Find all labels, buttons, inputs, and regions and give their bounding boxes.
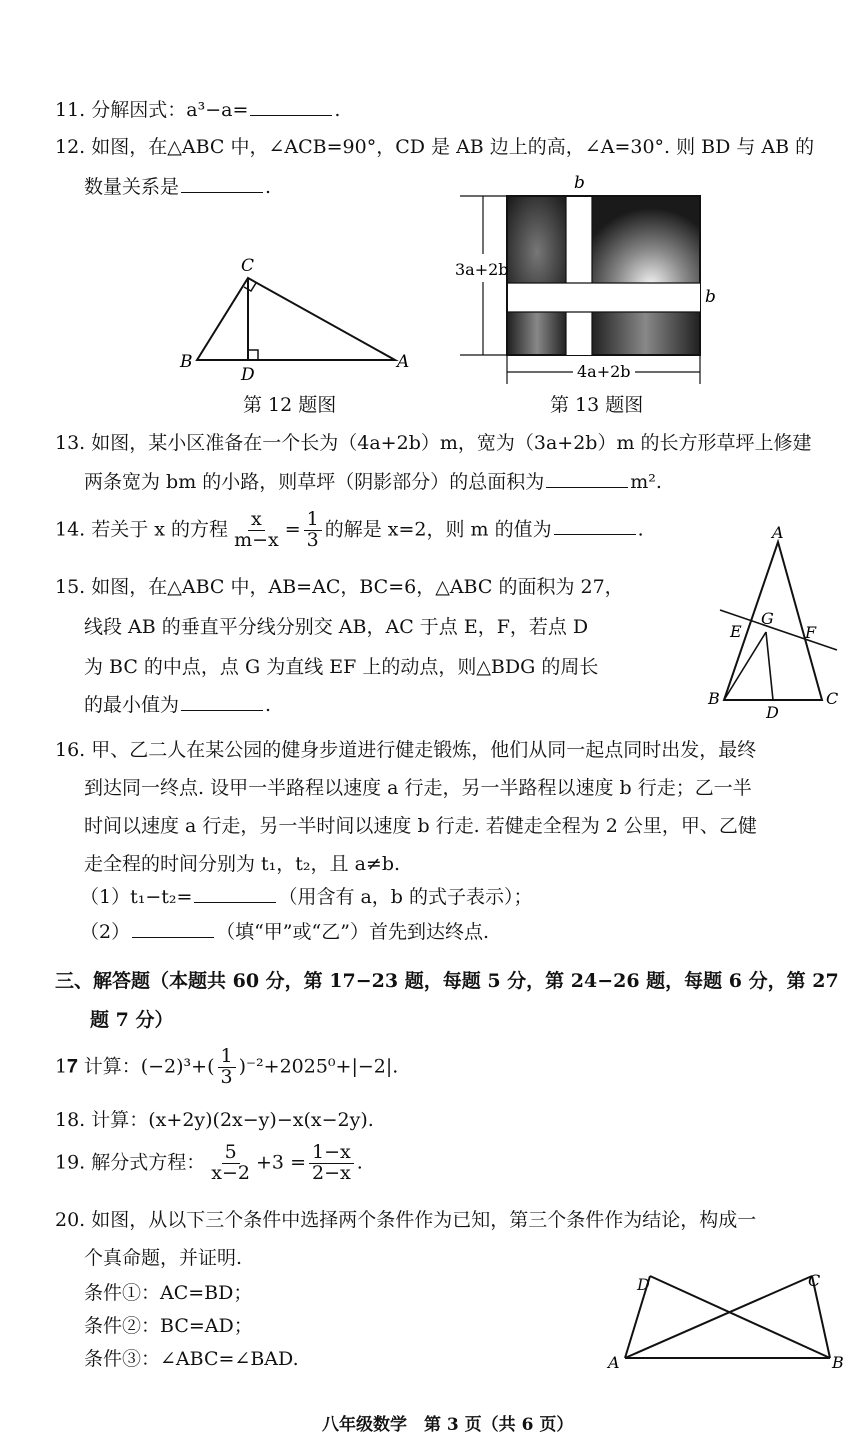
q13-text-2: 两条宽为 bm 的小路，则草坪（阴影部分）的总面积为 [84, 471, 545, 493]
q14-answer-blank[interactable] [554, 516, 636, 535]
q16-sub1 [80, 882, 533, 909]
fig13-label-left: 3a+2b [455, 260, 509, 279]
fig13-label-right-b: b [705, 287, 716, 307]
q20-condition-1: 条件①：AC=BD； [84, 1282, 253, 1304]
q12-text-2: 数量关系是 [84, 176, 180, 198]
q13-unit: m². [630, 471, 662, 493]
fig15-label-A: A [772, 523, 784, 542]
q18-text: 计算：(x+2y)(2x−y)−x(x−2y). [91, 1109, 374, 1131]
q14-frac1-den: m−x [234, 528, 279, 551]
q19-number: 19. [55, 1151, 86, 1174]
fig15-label-B: B [708, 689, 720, 708]
q15-answer-blank[interactable] [181, 692, 263, 711]
fig12-label-B: B [180, 352, 193, 372]
q13-answer-blank[interactable] [546, 469, 628, 488]
q16-sub2 [80, 917, 489, 944]
q11 [55, 95, 340, 122]
q12-line2 [84, 172, 271, 199]
q12-answer-blank[interactable] [181, 174, 263, 193]
fig12-label-A: A [397, 352, 410, 372]
q17-fraction [218, 1047, 236, 1088]
fig20-label-D-text: D [637, 1275, 650, 1294]
q14-fraction-2 [304, 510, 322, 551]
q11-answer-blank[interactable] [250, 97, 332, 116]
q16-sub2-post: （填“甲”或“乙”）首先到达终点. [216, 921, 489, 943]
fig20-label-B: B [832, 1353, 844, 1372]
q16-line3: 时间以速度 a 行走，另一半时间以速度 b 行走. 若健走全程为 2 公里，甲、乙健 [84, 815, 757, 837]
q17 [55, 1047, 398, 1088]
q15-text-1: 如图，在△ABC 中，AB=AC，BC=6，△ABC 的面积为 27， [91, 576, 624, 598]
q19-mid: +3 = [256, 1151, 306, 1174]
q15-line1 [55, 572, 624, 599]
q11-text: 分解因式：a³−a= [91, 99, 249, 121]
q20-condition-3: 条件③：∠ABC=∠BAD. [84, 1348, 299, 1370]
fig15-label-G: G [761, 609, 774, 628]
q20-condition-2: 条件②：BC=AD； [84, 1315, 253, 1337]
q16-number: 16. [55, 739, 86, 761]
q16-line1 [55, 735, 756, 762]
q16-sub1-blank[interactable] [194, 884, 276, 903]
q19-end: . [356, 1151, 363, 1174]
q19-f2-num: 1−x [309, 1143, 354, 1164]
q19-f1-den: x−2 [211, 1161, 251, 1184]
q18-number: 18. [55, 1109, 86, 1131]
q20-text-1: 如图，从以下三个条件中选择两个条件作为已知，第三个条件作为结论，构成一 [91, 1209, 757, 1231]
q11-end: . [334, 99, 341, 121]
q19-f2-den: 2−x [311, 1161, 351, 1184]
q19-text-pre: 解分式方程： [91, 1151, 206, 1174]
q14-frac2-num: 1 [304, 510, 322, 531]
fig13-label-top-b: b [574, 173, 585, 193]
figure-13 [455, 172, 730, 384]
q14-end: . [637, 518, 644, 541]
q17-text-pre: 计算：(−2)³+( [83, 1055, 215, 1078]
q19-fraction-1 [208, 1143, 253, 1184]
q15-line3: 为 BC 的中点，点 G 为直线 EF 上的动点，则△BDG 的周长 [84, 656, 599, 678]
q17-frac-num: 1 [218, 1047, 236, 1068]
q12-text: 如图，在△ABC 中，∠ACB=90°，CD 是 AB 边上的高，∠A=30°. 则 BD 与 AB 的 [91, 136, 815, 158]
q13-number: 13. [55, 432, 86, 454]
q16-sub1-pre: （1）t₁−t₂= [80, 886, 193, 908]
q17-text-post: )⁻²+2025⁰+|−2|. [238, 1055, 399, 1078]
q12-number: 12. [55, 136, 86, 158]
fig12-label-C: C [241, 256, 255, 276]
q12-end: . [265, 176, 272, 198]
fig20-label-A: A [608, 1353, 620, 1372]
q19 [55, 1143, 363, 1184]
fig12-caption: 第 12 题图 [243, 394, 337, 416]
figure-15 [700, 522, 850, 722]
figure-12 [175, 255, 415, 385]
q17-frac-den: 3 [220, 1065, 233, 1088]
q13-line1 [55, 428, 812, 455]
q16-text-1: 甲、乙二人在某公园的健身步道进行健走锻炼，他们从同一起点同时出发，最终 [91, 739, 757, 761]
q20-line2: 个真命题，并证明. [84, 1247, 243, 1269]
q16-line4: 走全程的时间分别为 t₁，t₂，且 a≠b. [84, 853, 401, 875]
q19-f1-num: 5 [222, 1143, 240, 1164]
q14-frac2-den: 3 [306, 528, 319, 551]
q17-number: 1𝟕 [55, 1055, 78, 1078]
fig15-label-F: F [805, 623, 817, 642]
q20-line1 [55, 1205, 756, 1232]
q15-end: . [265, 694, 272, 716]
q16-sub2-blank[interactable] [132, 919, 214, 938]
fig13-caption: 第 13 题图 [550, 394, 644, 416]
q16-line2: 到达同一终点. 设甲一半路程以速度 a 行走，另一半路程以速度 b 行走；乙一半 [84, 777, 752, 799]
q18 [55, 1105, 374, 1132]
q13-line2 [84, 467, 662, 494]
fig12-label-D: D [241, 365, 255, 385]
q14 [55, 510, 644, 551]
q15-text-4: 的最小值为 [84, 694, 180, 716]
fig15-label-C: C [826, 689, 839, 708]
fig13-label-bottom: 4a+2b [577, 362, 631, 381]
section3-heading-2: 题 7 分） [90, 1009, 174, 1031]
q15-line2: 线段 AB 的垂直平分线分别交 AB，AC 于点 E，F，若点 D [84, 616, 589, 638]
fig20-label-C: C [808, 1271, 821, 1290]
q13-text: 如图，某小区准备在一个长为（4a+2b）m，宽为（3a+2b）m 的长方形草坪上修建 [91, 432, 812, 454]
q14-number: 14. [55, 518, 86, 541]
q16-sub2-pre: （2） [80, 921, 131, 943]
q14-text-pre: 若关于 x 的方程 [91, 518, 229, 541]
fig15-label-D: D [766, 703, 779, 722]
q14-text-post: 的解是 x=2，则 m 的值为 [324, 518, 552, 541]
q14-fraction-1 [231, 510, 282, 551]
q19-fraction-2 [309, 1143, 354, 1184]
q15-number: 15. [55, 576, 86, 598]
q14-frac1-num: x [248, 510, 265, 531]
q12-line1 [55, 132, 814, 159]
q15-line4 [84, 690, 271, 717]
q11-number: 11. [55, 99, 86, 121]
page-footer: 八年级数学 第 3 页（共 6 页） [322, 1415, 574, 1435]
fig15-label-E: E [730, 622, 742, 641]
q20-number: 20. [55, 1209, 86, 1231]
q14-eq: = [284, 518, 301, 541]
q16-sub1-post: （用含有 a，b 的式子表示）； [278, 886, 533, 908]
section3-heading: 三、解答题（本题共 60 分，第 17−23 题，每题 5 分，第 24−26 题，每题 6 分，第 27 [55, 970, 839, 992]
